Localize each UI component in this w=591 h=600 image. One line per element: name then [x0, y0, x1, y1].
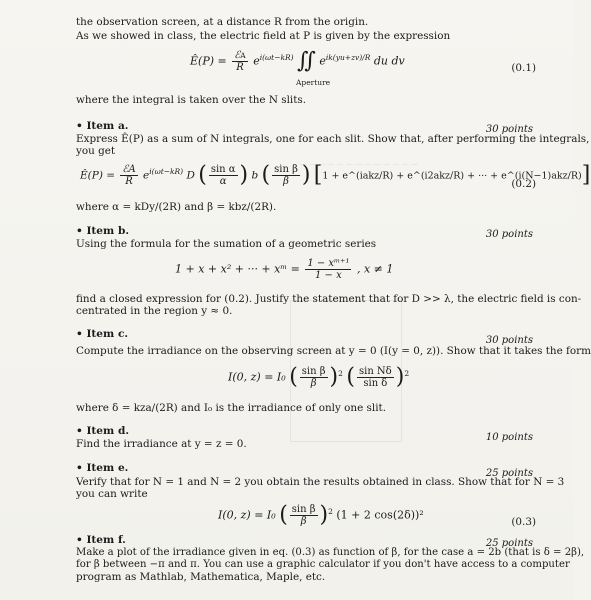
item-f-text-1: Make a plot of the irradiance given in eq. (0.3) as function of β, for the case a = 2b (that is δ = 2β), [76, 547, 585, 558]
eq02-d: D [186, 169, 195, 182]
item-e-title: • Item e. [76, 462, 129, 474]
eq01-tail: du dv [373, 54, 405, 68]
item-c-title: • Item c. [76, 328, 129, 340]
item-b-points: 30 points [485, 229, 533, 240]
intro-line-2: As we showed in class, the electric field at P is given by the expression [76, 30, 451, 42]
eq02-b: b [251, 169, 259, 182]
eqe-f-num: sin β [291, 504, 316, 515]
eq01-integral-subscript: Aperture [296, 78, 331, 87]
item-b-after-1: find a closed expression for (0.2). Justify the statement that for D >> λ, the electric field is con- [76, 293, 582, 305]
item-a-after: where α = kDy/(2R) and β = kbz/(2R). [76, 201, 277, 213]
eqc-f1-num: sin β [301, 366, 326, 377]
geometric-series-equation [175, 258, 393, 281]
eq01-lhs: Ê(P) = [190, 54, 227, 68]
eqe-lhs: I(0, z) = I₀ [218, 508, 276, 522]
eq02-frac-den: R [125, 176, 133, 187]
item-d-title: • Item d. [76, 425, 130, 437]
eqe-tail: (1 + 2 cos(2δ))² [336, 508, 424, 522]
equation-0-2: Ê(P) = $\frac{\text{ℰA}}{R}$ $e^{i(\omega t-kR)}$ D ( $\frac{\text{sin α}}{\alpha}$ ) b ( $\frac{\text{sin β}}{\beta}$ ) [1 + e^(iakz/R) + e^(i2akz/R) + ··· + e^(i(N−1)akz/R)] [80, 162, 591, 188]
item-a-points: 30 points [485, 124, 533, 135]
item-b-text-1: Using the formula for the sumation of a geometric series [76, 238, 377, 250]
item-f-text-2: for β between −π and π. You can use a graphic calculator if you don't have access to a computer [76, 559, 570, 570]
item-f-points: 25 points [485, 538, 533, 549]
double-integral-sign: ∬ [297, 48, 316, 74]
eq01-exp1: i(ωt−kR) [259, 52, 294, 62]
series-lhs: 1 + x + x² + ··· + xᵐ = [175, 262, 300, 276]
series-den: 1 − x [315, 270, 342, 281]
eq01-exp2: ik(yu+zv)/R [325, 52, 371, 62]
item-e-text-2: you can write [76, 488, 148, 500]
series-num: 1 − xᵐ⁺¹ [307, 258, 350, 269]
n3-irradiance-equation: I(0, z) = I₀ ( $\frac{\text{sin β}}{\beta}$ )$^2$ (1 + 2 cos(2δ))² [218, 502, 424, 528]
item-b-title: • Item b. [76, 225, 130, 237]
eq02-frac-num: ℰA [122, 164, 136, 175]
item-a-title: • Item a. [76, 120, 129, 132]
item-b-after-2: centrated in the region y ≈ 0. [76, 305, 233, 317]
eq01-fraction [232, 50, 247, 73]
item-d-points: 10 points [485, 432, 533, 443]
equation-0-1: Ê(P) = $\frac{\text{ℰA}}{R}$ $e^{i(\omega t-kR)}$ ∬ $e^{ik(yu+zv)/R}$ du dv [190, 48, 405, 74]
eqe-f-den: β [300, 516, 307, 527]
eqc-pow-1: 2 [338, 368, 343, 378]
eq02-number: (0.2) [511, 178, 536, 190]
item-d-text-1: Find the irradiance at y = z = 0. [76, 438, 247, 450]
eq01-number: (0.1) [511, 62, 536, 74]
eqe-pow: 2 [328, 506, 333, 516]
item-f-title: • Item f. [76, 534, 126, 546]
bleed-through-text: — — — — — — — — — — — — — [300, 160, 418, 168]
item-c-after: where δ = kza/(2R) and I₀ is the irradiance of only one slit. [76, 402, 387, 414]
item-f-text-3: program as Mathlab, Mathematica, Maple, etc. [76, 571, 326, 583]
eq02-series: 1 + e^(iakz/R) + e^(i2akz/R) + ··· + e^(i(N−1)akz/R) [322, 170, 582, 182]
eq02-sin-a-den: α [219, 176, 227, 187]
eqc-pow-2: 2 [404, 368, 410, 378]
series-cond: , x ≠ 1 [356, 262, 394, 276]
eq03-number: (0.3) [511, 516, 536, 528]
eqc-f1-den: β [310, 378, 317, 389]
eq02-lhs: Ê(P) = [80, 169, 116, 182]
eq02-sin-b-num: sin β [274, 164, 298, 175]
intro-line-1: the observation screen, at a distance R from the origin. [76, 16, 369, 28]
eq01-num: ℰ [234, 50, 241, 61]
irradiance-equation: I(0, z) = I₀ ( $\frac{\text{sin β}}{\beta}$ )$^2$ ( $\frac{\text{sin Nδ}}{\text{sin δ}}$ )$^2$ [228, 364, 410, 390]
eq02-exp: i(ωt−kR) [149, 167, 184, 176]
eq02-sin-b-den: β [283, 176, 289, 187]
eqc-f2-num: sin Nδ [358, 366, 392, 377]
eqc-f2-den: sin δ [363, 378, 388, 389]
item-e-text-1: Verify that for N = 1 and N = 2 you obtain the results obtained in class. Show that for N = 3 [76, 476, 565, 488]
eqc-lhs: I(0, z) = I₀ [228, 370, 286, 384]
item-a-text-2: you get [76, 145, 116, 157]
item-a-text-1: Express Ê(P) as a sum of N integrals, one for each slit. Show that, after performing the integrals, [76, 133, 590, 145]
item-c-points: 30 points [485, 335, 533, 346]
item-e-points: 25 points [485, 468, 533, 479]
eq01-den: R [236, 62, 244, 73]
item-c-text-1: Compute the irradiance on the observing screen at y = 0 (I(y = 0, z)). Show that it takes the form [76, 345, 591, 357]
intro-line-3: where the integral is taken over the N slits. [76, 94, 307, 106]
eq01-num-sub: A [240, 51, 246, 60]
eq02-sin-a-num: sin α [210, 164, 236, 175]
